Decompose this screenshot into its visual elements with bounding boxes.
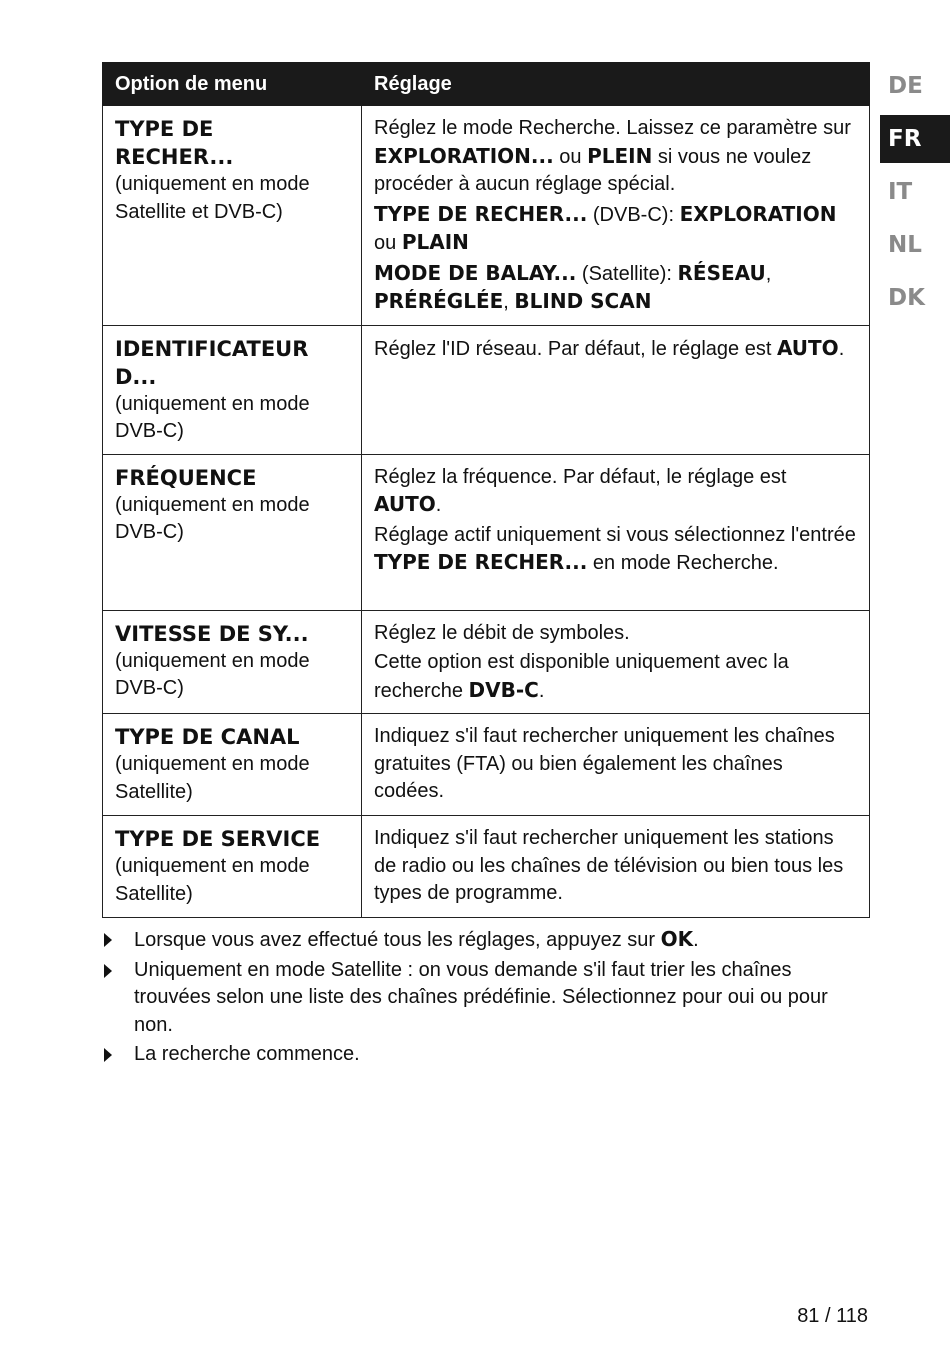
option-cell (103, 454, 362, 610)
triangle-bullet-icon (104, 964, 112, 978)
setting-cell (362, 816, 870, 918)
language-nav (880, 62, 950, 327)
triangle-bullet-icon (104, 1048, 112, 1062)
option-name: TYPE DE (115, 117, 214, 141)
table-header-row (103, 63, 870, 106)
option-name: D... (115, 364, 157, 389)
option-name: TYPE DE CANAL (115, 725, 300, 749)
option-note: (uniquement en mode Satellite) (115, 855, 310, 905)
list-item: La recherche commence. (100, 1041, 870, 1069)
instruction-list (100, 926, 870, 1071)
option-name: IDENTIFICATEUR (115, 336, 309, 361)
option-name: FRÉQUENCE (115, 465, 257, 490)
menu-options-table (102, 62, 870, 918)
option-note: (uniquement en mode Satellite) (115, 753, 310, 803)
option-note: (uniquement en mode Satellite et DVB-C) (115, 173, 310, 223)
setting-paragraph: Réglez le mode Recherche. Laissez ce paramètre sur EXPLORATION... ou PLEIN si vous ne voulez procéder à aucun réglage spécial. (374, 117, 851, 195)
lang-tab-fr[interactable]: FR (880, 115, 950, 163)
option-cell (103, 106, 362, 326)
setting-paragraph: Réglez le débit de symboles. (374, 621, 630, 644)
triangle-bullet-icon (104, 933, 112, 947)
list-item: Uniquement en mode Satellite : on vous demande s'il faut trier les chaînes trouvées selon une liste des chaînes prédéfinie. Sélectionnez pour oui ou pour non. (100, 957, 870, 1040)
table-row (103, 325, 870, 454)
table-row (103, 816, 870, 918)
table-row (103, 610, 870, 714)
option-name: RECHER... (115, 145, 234, 169)
setting-paragraph: Réglez l'ID réseau. Par défaut, le réglage est AUTO. (374, 335, 845, 360)
header-option: Option de menu (103, 63, 362, 106)
header-setting: Réglage (362, 63, 870, 106)
lang-tab-it[interactable]: IT (888, 179, 913, 205)
setting-cell (362, 454, 870, 610)
option-cell (103, 714, 362, 816)
setting-paragraph: Cette option est disponible uniquement avec la recherche DVB-C. (374, 651, 789, 702)
setting-paragraph: Réglage actif uniquement si vous sélectionnez l'entrée TYPE DE RECHER... en mode Recherche. (374, 523, 856, 574)
option-note: (uniquement en mode DVB-C) (115, 392, 310, 442)
setting-paragraph: Indiquez s'il faut rechercher uniquement les stations de radio ou les chaînes de télévision ou bien tous les types de programme. (374, 827, 844, 904)
lang-tab-nl[interactable]: NL (888, 232, 922, 258)
setting-paragraph: TYPE DE RECHER... (DVB-C): EXPLORATION ou PLAIN (374, 201, 837, 254)
list-item: Lorsque vous avez effectué tous les réglages, appuyez sur OK. (100, 926, 870, 955)
setting-paragraph: Réglez la fréquence. Par défaut, le réglage est AUTO. (374, 465, 787, 516)
option-cell (103, 610, 362, 714)
option-name: TYPE DE SERVICE (115, 827, 321, 851)
setting-paragraph: Indiquez s'il faut rechercher uniquement les chaînes gratuites (FTA) ou bien également les chaînes codées. (374, 725, 835, 802)
page-number: 81 / 118 (797, 1305, 868, 1327)
lang-tab-de[interactable]: DE (888, 73, 923, 99)
setting-cell (362, 610, 870, 714)
option-cell (103, 816, 362, 918)
table-row (103, 714, 870, 816)
setting-cell (362, 714, 870, 816)
table-row (103, 454, 870, 610)
option-note: (uniquement en mode DVB-C) (115, 649, 310, 699)
option-cell (103, 325, 362, 454)
option-name: VITESSE DE SY... (115, 621, 309, 646)
lang-tab-dk[interactable]: DK (888, 285, 925, 311)
table-row (103, 106, 870, 326)
setting-cell (362, 106, 870, 326)
option-note: (uniquement en mode DVB-C) (115, 493, 310, 543)
setting-paragraph: MODE DE BALAY... (Satellite): RÉSEAU, PRÉRÉGLÉE, BLIND SCAN (374, 260, 772, 313)
setting-cell (362, 325, 870, 454)
